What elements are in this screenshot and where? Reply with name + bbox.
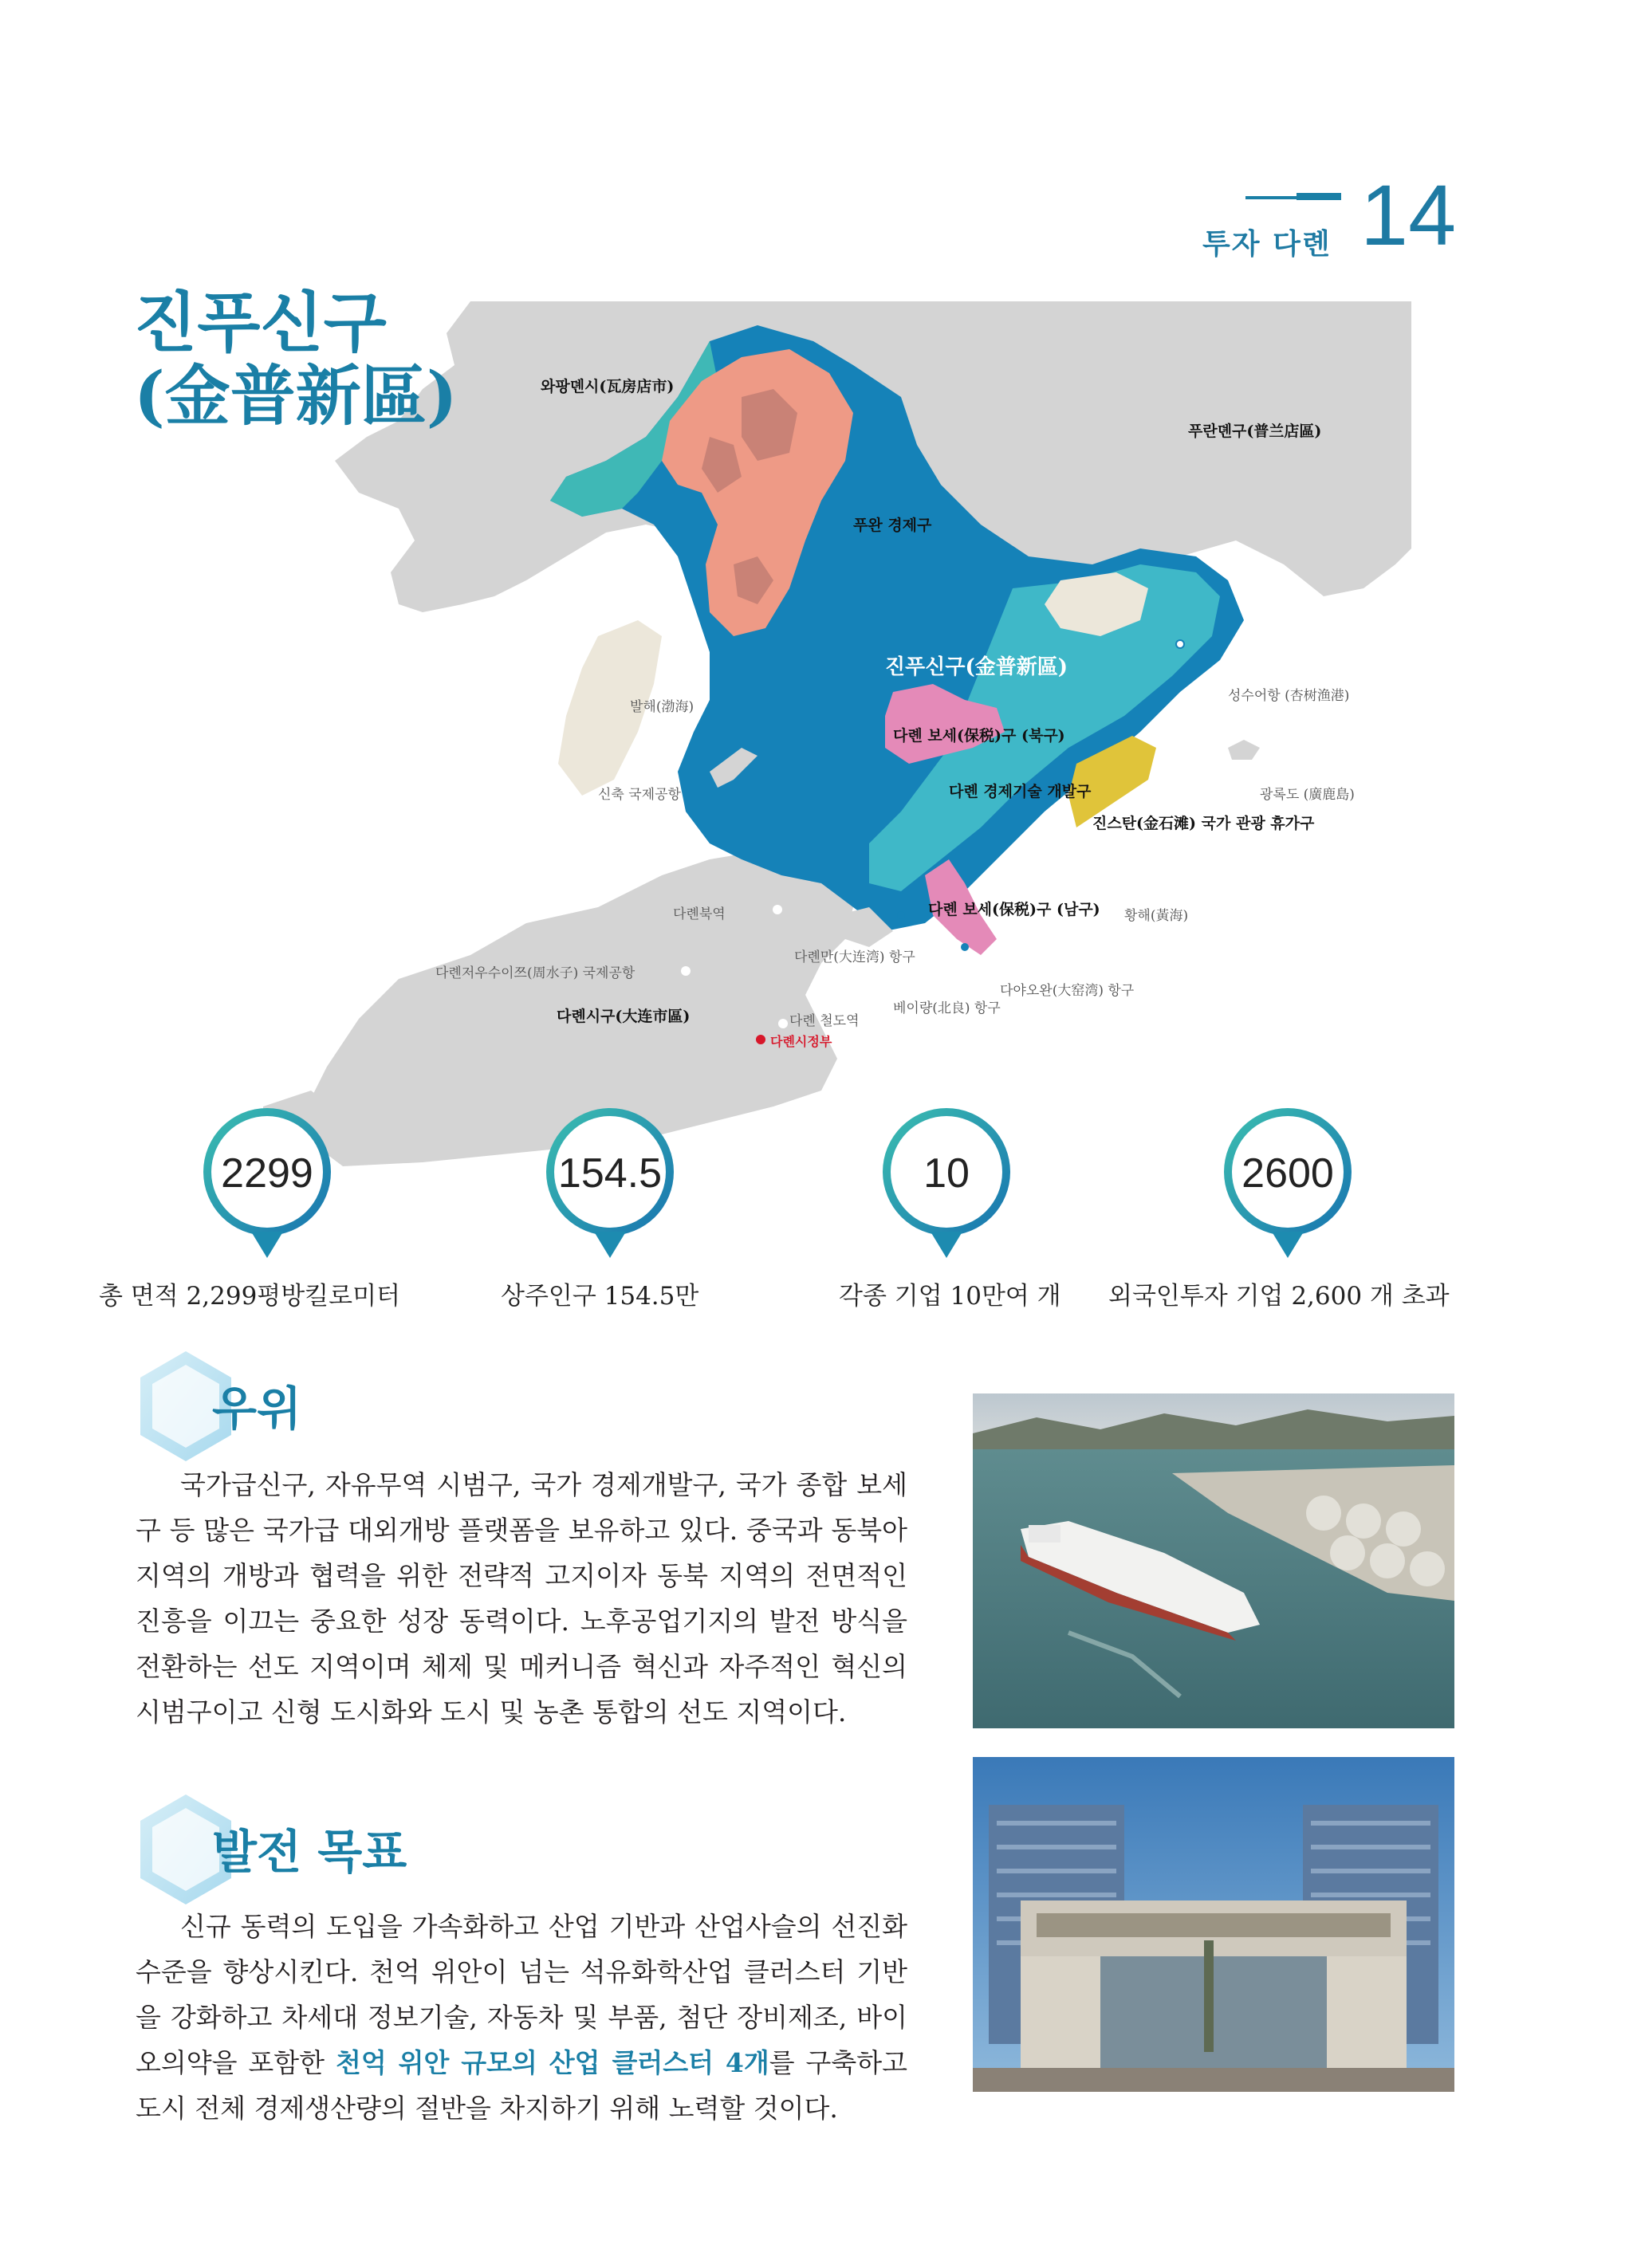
stat-value-enterprises: 10 — [923, 1150, 970, 1197]
label-wafangdian: 와팡뎬시(瓦房店市) — [541, 378, 675, 395]
body-goal-text-1: 신규 동력의 도입을 가속화하고 산업 기반과 산업사슬의 선진화 수준을 향상시킨다. 천억 위안이 넘는 석유화학산업 클러스터 기반을 강화하고 차세대 정보기술, 자동차 및 부품, 첨단 장비제조, 바이오의약을 포함한 — [136, 1911, 907, 2078]
label-jinshitan: 진스탄(金石滩) 국가 관광 휴가구 — [1092, 815, 1315, 832]
header-rule-thin — [1245, 196, 1297, 199]
label-airport-zhoushuizi: 다롄저우수이쯔(周水子) 국제공항 — [435, 965, 635, 981]
label-railway-station: 다롄 철도역 — [789, 1013, 860, 1029]
stat-caption-enterprises: 각종 기업 10만여 개 — [839, 1282, 1061, 1311]
label-dalian-city: 다롄시구(大连市區) — [557, 1008, 691, 1025]
label-bohai: 발해(渤海) — [630, 699, 695, 715]
stat-caption-area: 총 면적 2,299평방킬로미터 — [99, 1282, 400, 1311]
label-dayaowan-port: 다야오완(大窑湾) 항구 — [1000, 983, 1135, 999]
stat-value-population: 154.5 — [557, 1150, 663, 1197]
page-number: 14 — [1360, 167, 1457, 263]
stat-value-area: 2299 — [221, 1150, 313, 1197]
title-line-2: (金普新區) — [134, 357, 458, 434]
photo-gate-building — [973, 1757, 1454, 2092]
label-dalian-bay-port: 다롄만(大连湾) 항구 — [794, 949, 915, 965]
label-bonded-north: 다롄 보세(保税)구 (북구) — [893, 727, 1065, 745]
section-label: 투자 다롄 — [1202, 228, 1332, 261]
label-guanglu-island: 광록도 (廣鹿島) — [1260, 787, 1355, 803]
label-airport: 신축 국제공항 — [598, 787, 681, 803]
label-tech-zone: 다롄 경제기술 개발구 — [949, 783, 1092, 800]
label-xingshu-port: 성수어항 (杏树渔港) — [1228, 688, 1350, 704]
label-north-station: 다롄북역 — [673, 906, 726, 922]
body-goal — [136, 1904, 907, 2131]
title-line-1: 진푸신구 — [134, 285, 387, 361]
label-beiliang-port: 베이량(北良) 항구 — [893, 1000, 1001, 1016]
label-yellow-sea: 황해(黃海) — [1124, 908, 1189, 924]
photo-port-tanker — [973, 1393, 1454, 1728]
label-jinpu: 진푸신구(金普新區) — [885, 655, 1068, 679]
label-puwan: 푸완 경제구 — [853, 517, 932, 534]
label-city-gov: 다롄시정부 — [770, 1034, 832, 1049]
heading-advantage: 우위 — [212, 1382, 302, 1436]
stat-value-foreign: 2600 — [1241, 1150, 1334, 1197]
label-bonded-south: 다롄 보세(保税)구 (남구) — [928, 901, 1100, 918]
guanglu-island — [1228, 740, 1260, 760]
page-title — [134, 287, 458, 434]
stat-caption-foreign: 외국인투자 기업 2,600 개 초과 — [1108, 1282, 1450, 1311]
header-rule-thick — [1297, 193, 1341, 200]
body-advantage: 국가급신구, 자유무역 시범구, 국가 경제개발구, 국가 종합 보세구 등 많은 국가급 대외개방 플랫폼을 보유하고 있다. 중국과 동북아 지역의 개방과 협력을 위한 전략적 고지이자 동북 지역의 전면적인 진흥을 이끄는 중요한 성장 동력이다. 노후공업기지의 발전 방식을 전환하는 선도 지역이며 체제 및 메커니즘 혁신과 자주적인 혁신의 시범구이고 신형 도시화와 도시 및 농촌 통합의 선도 지역이다. — [136, 1469, 907, 1728]
heading-goal: 발전 목표 — [212, 1825, 407, 1879]
body-goal-highlight: 천억 위안 규모의 산업 클러스터 4개 — [335, 2047, 769, 2078]
body-goal-text-2: 를 구축하고 도시 전체 경제생산량의 절반을 차지하기 위해 노력할 것이다. — [136, 2047, 907, 2124]
label-pulandian: 푸란뎬구(普兰店區) — [1188, 423, 1322, 440]
stat-caption-population: 상주인구 154.5만 — [501, 1282, 699, 1311]
